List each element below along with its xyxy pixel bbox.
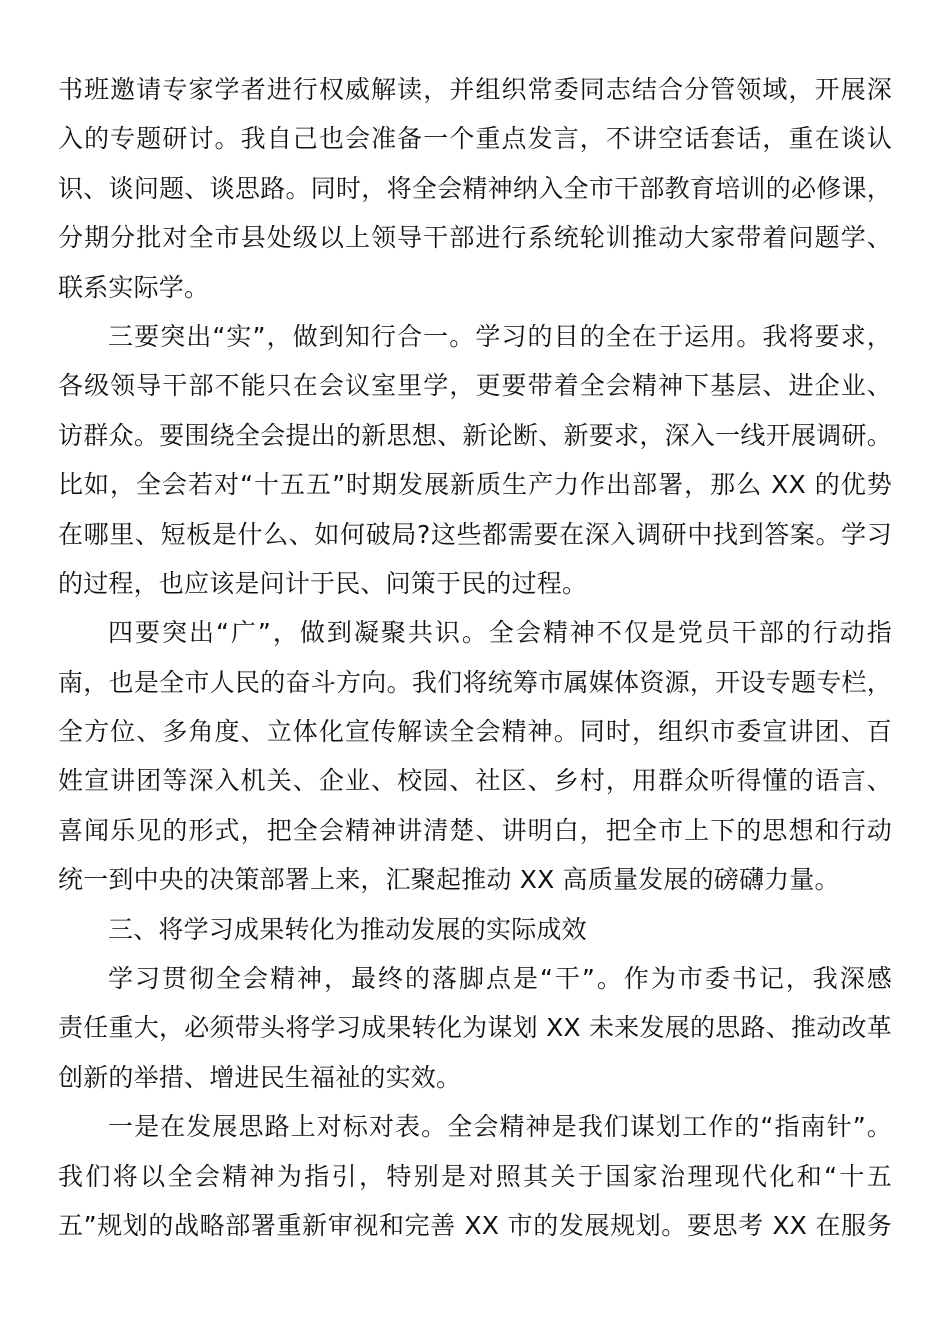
document-page (58, 68, 892, 1253)
text-line: 喜闻乐见的形式，把全会精神讲清楚、讲明白，把全市上下的思想和行动 (58, 815, 892, 845)
text-line: 三要突出“实”，做到知行合一。学习的目的全在于运用。我将要求， (108, 321, 892, 351)
text-line: 全方位、多角度、立体化宣传解读全会精神。同时，组织市委宣讲团、百 (58, 717, 892, 747)
text-line: 学习贯彻全会精神，最终的落脚点是“干”。作为市委书记，我深感 (108, 964, 892, 994)
text-line: 三、将学习成果转化为推动发展的实际成效 (108, 914, 587, 944)
text-line: 访群众。要围绕全会提出的新思想、新论断、新要求，深入一线开展调研。 (58, 420, 892, 450)
text-line: 各级领导干部不能只在会议室里学，更要带着全会精神下基层、进企业、 (58, 371, 892, 401)
text-line: 南，也是全市人民的奋斗方向。我们将统筹市属媒体资源，开设专题专栏， (58, 667, 892, 697)
text-line: 一是在发展思路上对标对表。全会精神是我们谋划工作的“指南针”。 (108, 1112, 892, 1142)
text-line: 联系实际学。 (58, 272, 210, 302)
text-line: 四要突出“广”，做到凝聚共识。全会精神不仅是党员干部的行动指 (108, 618, 892, 648)
text-line: 责任重大，必须带头将学习成果转化为谋划 XX 未来发展的思路、推动改革 (58, 1013, 892, 1043)
text-line: 书班邀请专家学者进行权威解读，并组织常委同志结合分管领域，开展深 (58, 75, 892, 104)
text-line: 五”规划的战略部署重新审视和完善 XX 市的发展规划。要思考 XX 在服务 (58, 1210, 892, 1240)
text-line: 入的专题研讨。我自己也会准备一个重点发言，不讲空话套话，重在谈认 (58, 124, 892, 154)
text-line: 创新的举措、增进民生福祉的实效。 (58, 1062, 462, 1092)
text-line: 姓宣讲团等深入机关、企业、校园、社区、乡村，用群众听得懂的语言、 (58, 766, 892, 796)
text-line: 我们将以全会精神为指引，特别是对照其关于国家治理现代化和“十五 (58, 1161, 892, 1191)
text-line: 识、谈问题、谈思路。同时，将全会精神纳入全市干部教育培训的必修课， (58, 173, 892, 203)
text-line: 比如，全会若对“十五五”时期发展新质生产力作出部署，那么 XX 的优势 (58, 470, 892, 500)
text-line: 在哪里、短板是什么、如何破局?这些都需要在深入调研中找到答案。学习 (58, 519, 892, 549)
text-line: 分期分批对全市县处级以上领导干部进行系统轮训推动大家带着问题学、 (58, 223, 892, 253)
text-line: 的过程，也应该是问计于民、问策于民的过程。 (58, 568, 588, 598)
text-line: 统一到中央的决策部署上来，汇聚起推动 XX 高质量发展的磅礴力量。 (58, 865, 840, 895)
